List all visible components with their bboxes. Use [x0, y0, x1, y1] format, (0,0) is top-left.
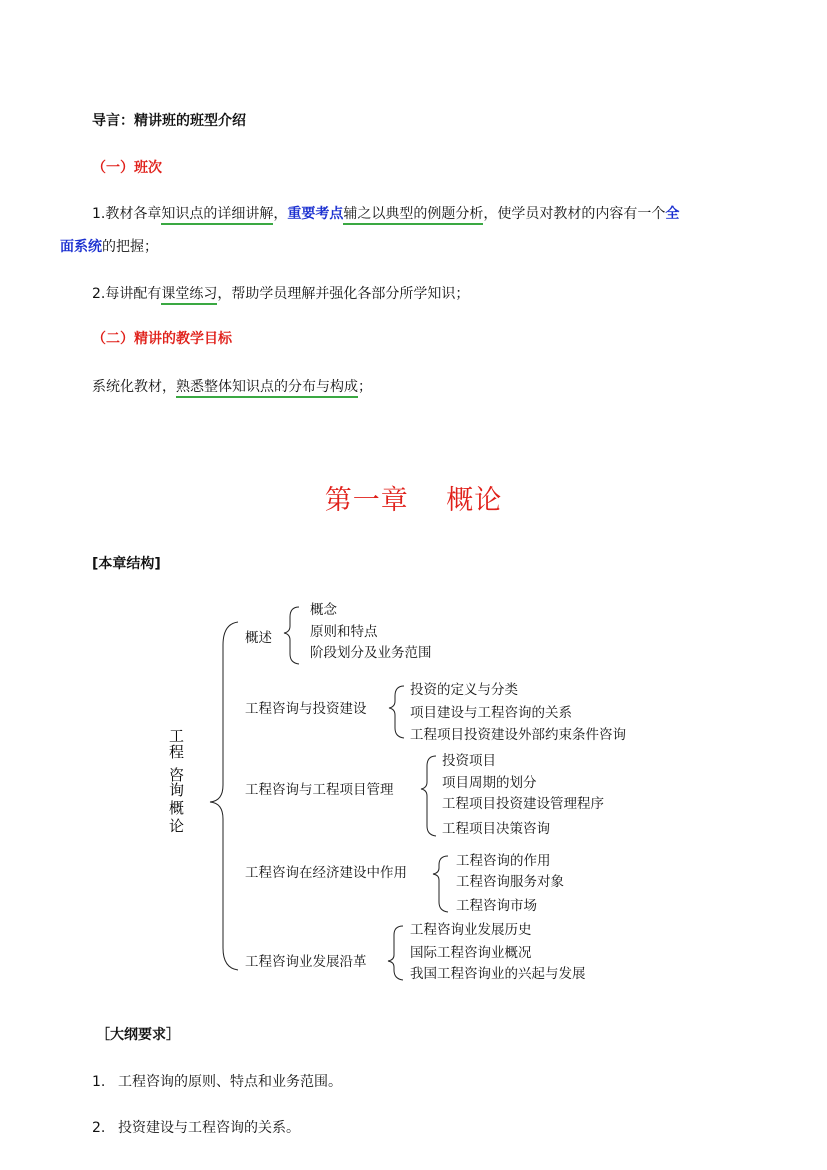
branch-brace: [388, 926, 403, 980]
leaf-node: 工程咨询的作用: [456, 853, 551, 869]
requirement-text: 工程咨询的原则、特点和业务范围。: [118, 1074, 342, 1090]
branch-brace: [284, 607, 299, 664]
section-heading-class: （一）班次: [92, 160, 162, 176]
root-char: 论: [169, 817, 185, 835]
leaf-node: 工程咨询服务对象: [456, 874, 564, 890]
structure-label: [本章结构]: [92, 556, 161, 572]
branch-label: 概述: [245, 630, 272, 646]
root-char: 工: [169, 727, 185, 745]
text-run: 系统化教材，: [92, 379, 176, 395]
key-point-text: 重要考点: [287, 206, 344, 222]
leaf-node: 阶段划分及业务范围: [310, 645, 432, 661]
leaf-node: 概念: [310, 602, 337, 618]
outline-label: ［大纲要求］: [96, 1027, 180, 1043]
branch-brace: [433, 856, 448, 912]
requirement-text: 投资建设与工程咨询的关系。: [118, 1120, 300, 1136]
leaf-node: 投资项目: [442, 753, 496, 769]
leaf-node: 工程咨询业发展历史: [410, 922, 532, 938]
requirement-number: 2.: [92, 1120, 106, 1136]
section-heading-goal: （二）精讲的教学目标: [92, 331, 232, 347]
root-char: 咨: [169, 766, 185, 784]
leaf-node: 我国工程咨询业的兴起与发展: [410, 966, 586, 982]
leaf-node: 项目周期的划分: [442, 775, 537, 791]
leaf-node: 工程咨询市场: [456, 898, 537, 914]
root-char: 概: [169, 799, 185, 817]
branch-brace: [389, 686, 404, 738]
key-point-text: 面系统: [60, 239, 102, 255]
requirement-item: [92, 1117, 300, 1137]
branch-brace: [421, 756, 436, 836]
text-run: 的把握；: [102, 239, 158, 255]
underlined-text: 知识点的详细讲解: [161, 206, 273, 225]
text-run: ，帮助学员理解并强化各部分所学知识；: [217, 286, 470, 302]
root-char: 程: [169, 743, 185, 761]
text-run: 2.每讲配有: [92, 286, 162, 302]
intro-heading: 导言：精讲班的班型介绍: [92, 113, 246, 129]
key-point-text: 全: [665, 206, 680, 222]
leaf-node: 原则和特点: [310, 624, 378, 640]
branch-label: 工程咨询在经济建设中作用: [245, 865, 407, 881]
chapter-title: 第一章 概论: [324, 485, 503, 516]
leaf-node: 项目建设与工程咨询的关系: [410, 705, 572, 721]
root-char: 询: [169, 781, 185, 799]
branch-label: 工程咨询与工程项目管理: [245, 782, 394, 798]
text-run: ，: [273, 206, 288, 222]
branch-label: 工程咨询业发展沿革: [245, 954, 367, 970]
leaf-node: 工程项目投资建设管理程序: [442, 796, 604, 812]
text-run: ；: [358, 379, 372, 395]
requirement-number: 1.: [92, 1074, 106, 1090]
mindmap-root: [169, 727, 184, 835]
text-run: ，使学员对教材的内容有一个: [483, 206, 666, 222]
underlined-text: 熟悉整体知识点的分布与构成: [176, 379, 358, 398]
text-run: 1.教材各章: [92, 206, 162, 222]
underlined-text: 辅之以典型的例题分析: [343, 206, 483, 225]
root-brace: [210, 622, 238, 970]
leaf-node: 工程项目决策咨询: [442, 821, 550, 837]
leaf-node: 投资的定义与分类: [410, 682, 518, 698]
requirement-item: [92, 1071, 342, 1091]
underlined-text: 课堂练习: [161, 286, 217, 305]
leaf-node: 国际工程咨询业概况: [410, 945, 532, 961]
branch-label: 工程咨询与投资建设: [245, 701, 367, 717]
leaf-node: 工程项目投资建设外部约束条件咨询: [410, 727, 626, 743]
